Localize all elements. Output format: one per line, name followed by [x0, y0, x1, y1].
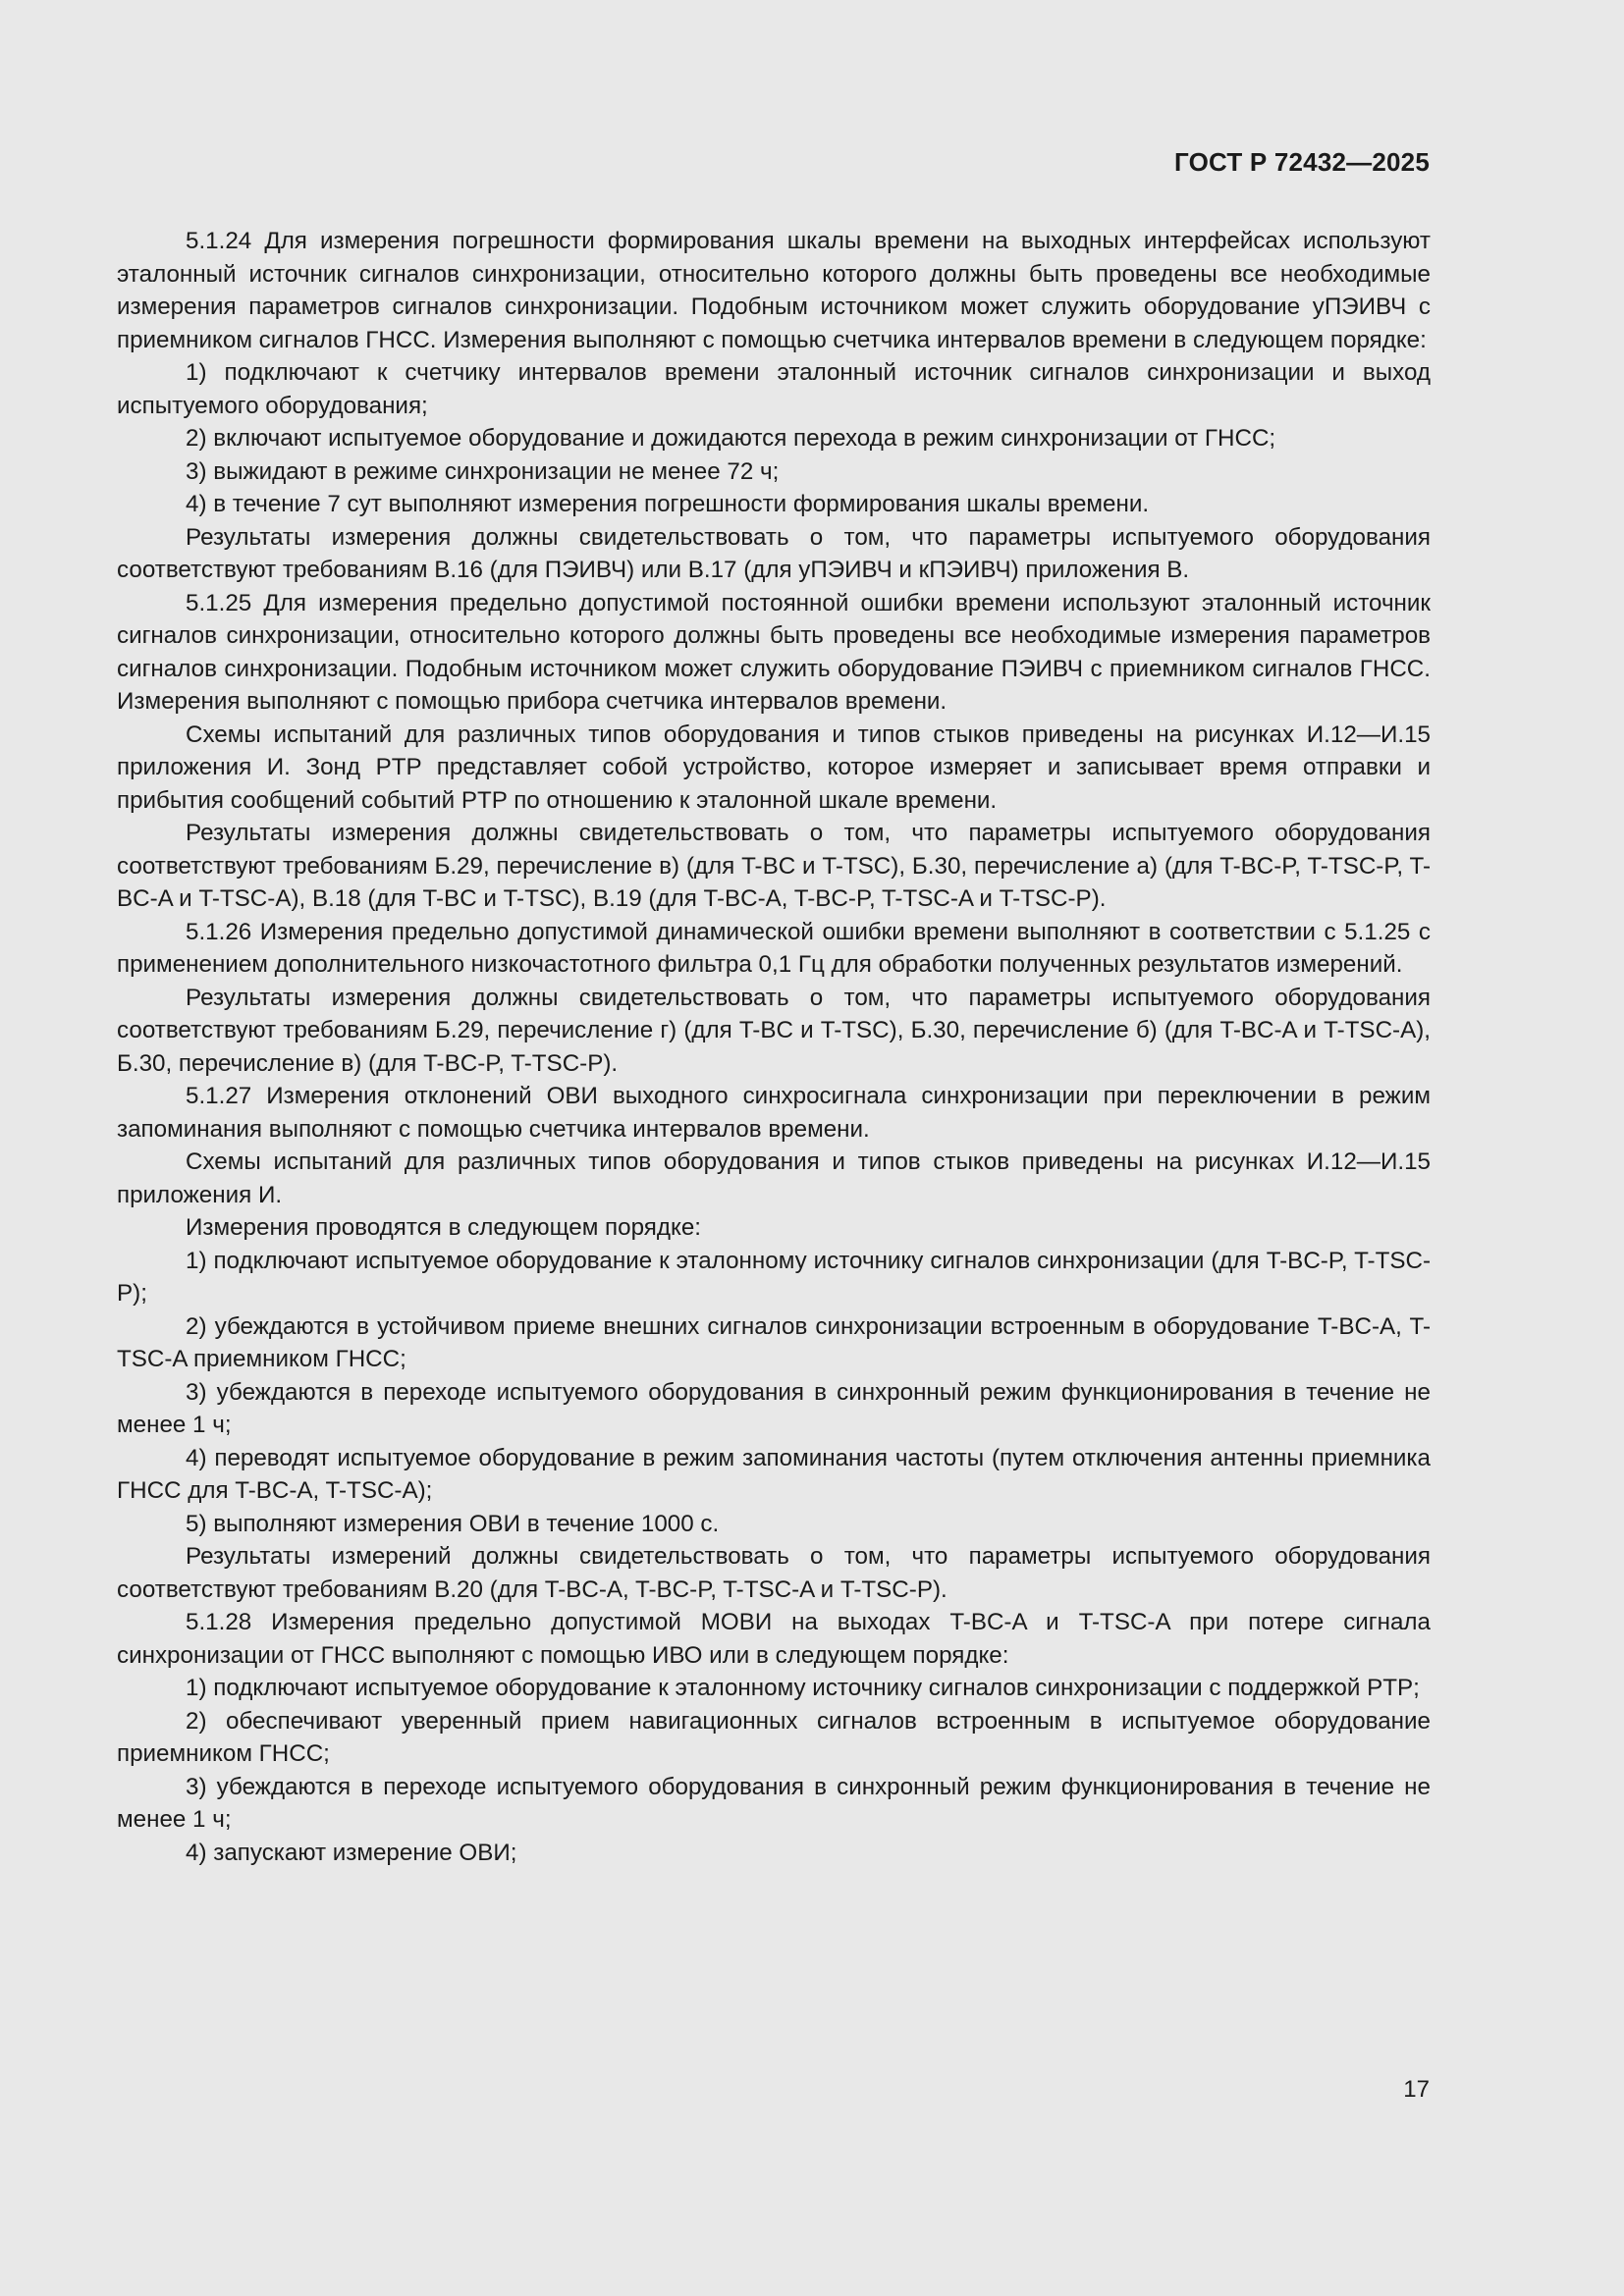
list-item: 4) запускают измерение ОВИ; [186, 1839, 517, 1866]
page-number: 17 [1403, 2076, 1430, 2103]
document-header-code: ГОСТ Р 72432—2025 [1174, 147, 1430, 177]
list-item: 1) подключают испытуемое оборудование к эталонному источнику сигналов синхронизации с поддержкой PTP; [186, 1675, 1420, 1701]
list-item: 3) убеждаются в переходе испытуемого оборудования в синхронный режим функционирования в течение не менее 1 ч; [117, 1773, 1431, 1833]
paragraph-5-1-25: 5.1.25 Для измерения предельно допустимой постоянной ошибки времени используют эталонный источник сигналов синхронизации, относительно которого должны быть проведены все необходимые измерения параметров сигналов синхронизации. Подобным источником может служить оборудование ПЭИВЧ с приемником сигналов ГНСС. Измерения выполняют с помощью прибора счетчика интервалов времени. [117, 589, 1431, 715]
paragraph-test-schemes: Схемы испытаний для различных типов оборудования и типов стыков приведены на рисунках И.12—И.15 приложения И. [117, 1148, 1431, 1208]
list-item: 2) обеспечивают уверенный прием навигационных сигналов встроенным в испытуемое оборудование приемником ГНСС; [117, 1707, 1431, 1767]
paragraph-procedure-intro: Измерения проводятся в следующем порядке: [186, 1214, 702, 1241]
list-item: 4) переводят испытуемое оборудование в режим запоминания частоты (путем отключения антенны приемника ГНСС для T-BC-A, T-TSC-A); [117, 1444, 1431, 1504]
paragraph-results: Результаты измерения должны свидетельствовать о том, что параметры испытуемого оборудования соответствуют требованиям Б.29, перечисление в) (для T-BC и T-TSC), Б.30, перечисление а) (для T-BC-P, T-TSC-P, T-BC-A и T-TSC-A), В.18 (для T-BC и T-TSC), В.19 (для T-BC-A, T-BC-P, T-TSC-A и T-TSC-P). [117, 820, 1431, 912]
list-item: 1) подключают испытуемое оборудование к эталонному источнику сигналов синхронизации (для T-BC-P, T-TSC-P); [117, 1247, 1431, 1307]
paragraph-results: Результаты измерений должны свидетельствовать о том, что параметры испытуемого оборудования соответствуют требованиям В.20 (для T-BC-A, T-BC-P, T-TSC-A и T-TSC-P). [117, 1543, 1431, 1603]
paragraph-5-1-27: 5.1.27 Измерения отклонений ОВИ выходного синхросигнала синхронизации при переключении в режим запоминания выполняют с помощью счетчика интервалов времени. [117, 1083, 1431, 1143]
paragraph-results: Результаты измерения должны свидетельствовать о том, что параметры испытуемого оборудования соответствуют требованиям В.16 (для ПЭИВЧ) или В.17 (для уПЭИВЧ и кПЭИВЧ) приложения В. [117, 523, 1431, 583]
paragraph-5-1-28: 5.1.28 Измерения предельно допустимой МОВИ на выходах T-BC-A и T-TSC-A при потере сигнала синхронизации от ГНСС выполняют с помощью ИВО или в следующем порядке: [117, 1609, 1431, 1669]
paragraph-results: Результаты измерения должны свидетельствовать о том, что параметры испытуемого оборудования соответствуют требованиям Б.29, перечисление г) (для T-BC и T-TSC), Б.30, перечисление б) (для T-BC-A и T-TSC-A), Б.30, перечисление в) (для T-BC-P, T-TSC-P). [117, 984, 1431, 1077]
paragraph-5-1-26: 5.1.26 Измерения предельно допустимой динамической ошибки времени выполняют в соответствии с 5.1.25 с применением дополнительного низкочастотного фильтра 0,1 Гц для обработки полученных результатов измерений. [117, 918, 1431, 978]
list-item: 4) в течение 7 сут выполняют измерения погрешности формирования шкалы времени. [186, 491, 1150, 517]
list-item: 2) убеждаются в устойчивом приеме внешних сигналов синхронизации встроенным в оборудование T-BC-A, T-TSC-A приемником ГНСС; [117, 1312, 1431, 1372]
paragraph-5-1-24: 5.1.24 Для измерения погрешности формирования шкалы времени на выходных интерфейсах используют эталонный источник сигналов синхронизации, относительно которого должны быть проведены все необходимые измерения параметров сигналов синхронизации. Подобным источником может служить оборудование уПЭИВЧ с приемником сигналов ГНСС. Измерения выполняют с помощью счетчика интервалов времени в следующем порядке: [117, 228, 1431, 353]
document-body [117, 225, 1431, 1869]
list-item: 1) подключают к счетчику интервалов времени эталонный источник сигналов синхронизации и выход испытуемого оборудования; [117, 359, 1431, 419]
paragraph-test-schemes: Схемы испытаний для различных типов оборудования и типов стыков приведены на рисунках И.12—И.15 приложения И. Зонд PTP представляет собой устройство, которое измеряет и записывает время отправки и прибытия сообщений событий PTP по отношению к эталонной шкале времени. [117, 721, 1431, 814]
list-item: 3) выжидают в режиме синхронизации не менее 72 ч; [186, 457, 780, 485]
list-item: 3) убеждаются в переходе испытуемого оборудования в синхронный режим функционирования в течение не менее 1 ч; [117, 1378, 1431, 1438]
list-item: 5) выполняют измерения ОВИ в течение 1000 с. [186, 1510, 720, 1537]
list-item: 2) включают испытуемое оборудование и дожидаются перехода в режим синхронизации от ГНСС; [186, 425, 1276, 452]
